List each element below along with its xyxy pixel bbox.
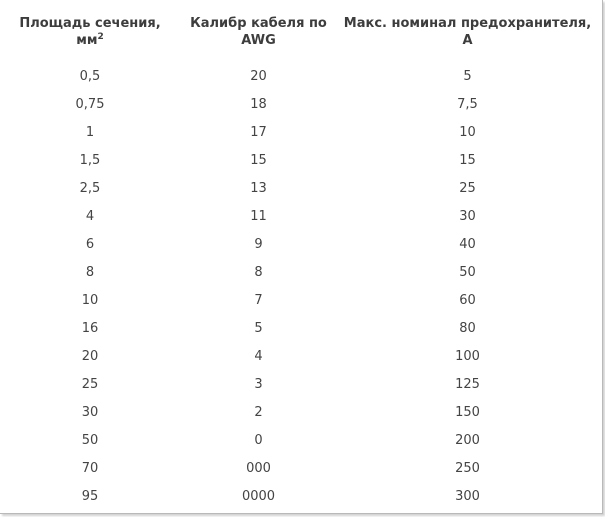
max-fuse-rating-cell: 250	[455, 460, 480, 476]
cross-section-cell: 10	[81, 292, 99, 308]
table-row	[0, 286, 598, 314]
max-fuse-rating-cell: 60	[459, 292, 476, 308]
max-fuse-rating-cell: 300	[455, 488, 480, 504]
cross-section-cell: 8	[85, 264, 95, 280]
max-fuse-rating-cell: 10	[459, 124, 476, 140]
header-max-fuse-rating-line1: Макс. номинал предохранителя,	[343, 16, 592, 31]
max-fuse-rating-cell: 15	[459, 152, 476, 168]
table-row	[0, 146, 598, 174]
cross-section-cell: 0,5	[79, 68, 101, 84]
max-fuse-rating-cell: 7,5	[457, 96, 478, 112]
cross-section-cell: 30	[81, 404, 99, 420]
cable-spec-table	[0, 11, 598, 510]
header-cross-section-line1: Площадь сечения,	[19, 16, 161, 31]
max-fuse-rating-cell: 25	[459, 180, 476, 196]
table-header	[0, 11, 598, 62]
awg-gauge-cell: 17	[250, 124, 267, 140]
header-cross-section-line2	[2, 32, 178, 49]
header-max-fuse-rating	[337, 11, 598, 62]
awg-gauge-cell: 000	[246, 460, 271, 476]
max-fuse-rating-cell: 50	[459, 264, 476, 280]
awg-gauge-cell: 20	[250, 68, 267, 84]
header-max-fuse-rating-line2: А	[462, 33, 473, 48]
awg-gauge-cell: 4	[254, 348, 263, 364]
max-fuse-rating-cell: 5	[463, 68, 472, 84]
cross-section-cell: 25	[81, 376, 99, 392]
cross-section-cell: 0,75	[75, 96, 105, 112]
awg-gauge-cell: 3	[254, 376, 263, 392]
max-fuse-rating-cell: 150	[455, 404, 480, 420]
table-row	[0, 454, 598, 482]
cross-section-cell: 1	[85, 124, 95, 140]
table-row	[0, 258, 598, 286]
cross-section-cell: 95	[81, 488, 99, 504]
max-fuse-rating-cell: 80	[459, 320, 476, 336]
header-awg-gauge	[180, 11, 337, 62]
header-cross-section	[0, 11, 180, 62]
table-row	[0, 230, 598, 258]
table-row	[0, 426, 598, 454]
awg-gauge-cell: 11	[250, 208, 267, 224]
header-cross-section-unit: мм	[76, 33, 98, 48]
table-row	[0, 90, 598, 118]
awg-gauge-cell: 15	[250, 152, 267, 168]
table-row	[0, 118, 598, 146]
awg-gauge-cell: 13	[250, 180, 267, 196]
cross-section-cell: 1,5	[79, 152, 101, 168]
max-fuse-rating-cell: 200	[455, 432, 480, 448]
awg-gauge-cell: 5	[254, 320, 263, 336]
awg-gauge-cell: 0	[254, 432, 263, 448]
awg-gauge-cell: 2	[254, 404, 263, 420]
table-row	[0, 202, 598, 230]
awg-gauge-cell: 7	[254, 292, 263, 308]
awg-gauge-cell: 8	[254, 264, 263, 280]
cross-section-cell: 20	[81, 348, 99, 364]
table-row	[0, 370, 598, 398]
table-row	[0, 398, 598, 426]
cross-section-cell: 2,5	[79, 180, 101, 196]
cross-section-cell: 50	[81, 432, 99, 448]
header-awg-gauge-line1: Калибр кабеля по	[190, 16, 327, 31]
max-fuse-rating-cell: 40	[459, 236, 476, 252]
awg-gauge-cell: 18	[250, 96, 267, 112]
table-row	[0, 174, 598, 202]
header-row	[0, 11, 598, 62]
table-row	[0, 482, 598, 510]
max-fuse-rating-cell: 30	[459, 208, 476, 224]
cross-section-cell: 16	[81, 320, 99, 336]
cross-section-cell: 4	[85, 208, 95, 224]
table-body	[0, 62, 598, 510]
table-row	[0, 62, 598, 90]
cross-section-cell: 70	[81, 460, 99, 476]
awg-gauge-cell: 0000	[241, 488, 276, 504]
cross-section-cell: 6	[85, 236, 95, 252]
awg-gauge-cell: 9	[254, 236, 263, 252]
table-row	[0, 314, 598, 342]
max-fuse-rating-cell: 125	[455, 376, 480, 392]
header-awg-gauge-line2: AWG	[241, 33, 276, 48]
table-row	[0, 342, 598, 370]
max-fuse-rating-cell: 100	[455, 348, 480, 364]
header-cross-section-unit-exponent: 2	[97, 32, 104, 42]
